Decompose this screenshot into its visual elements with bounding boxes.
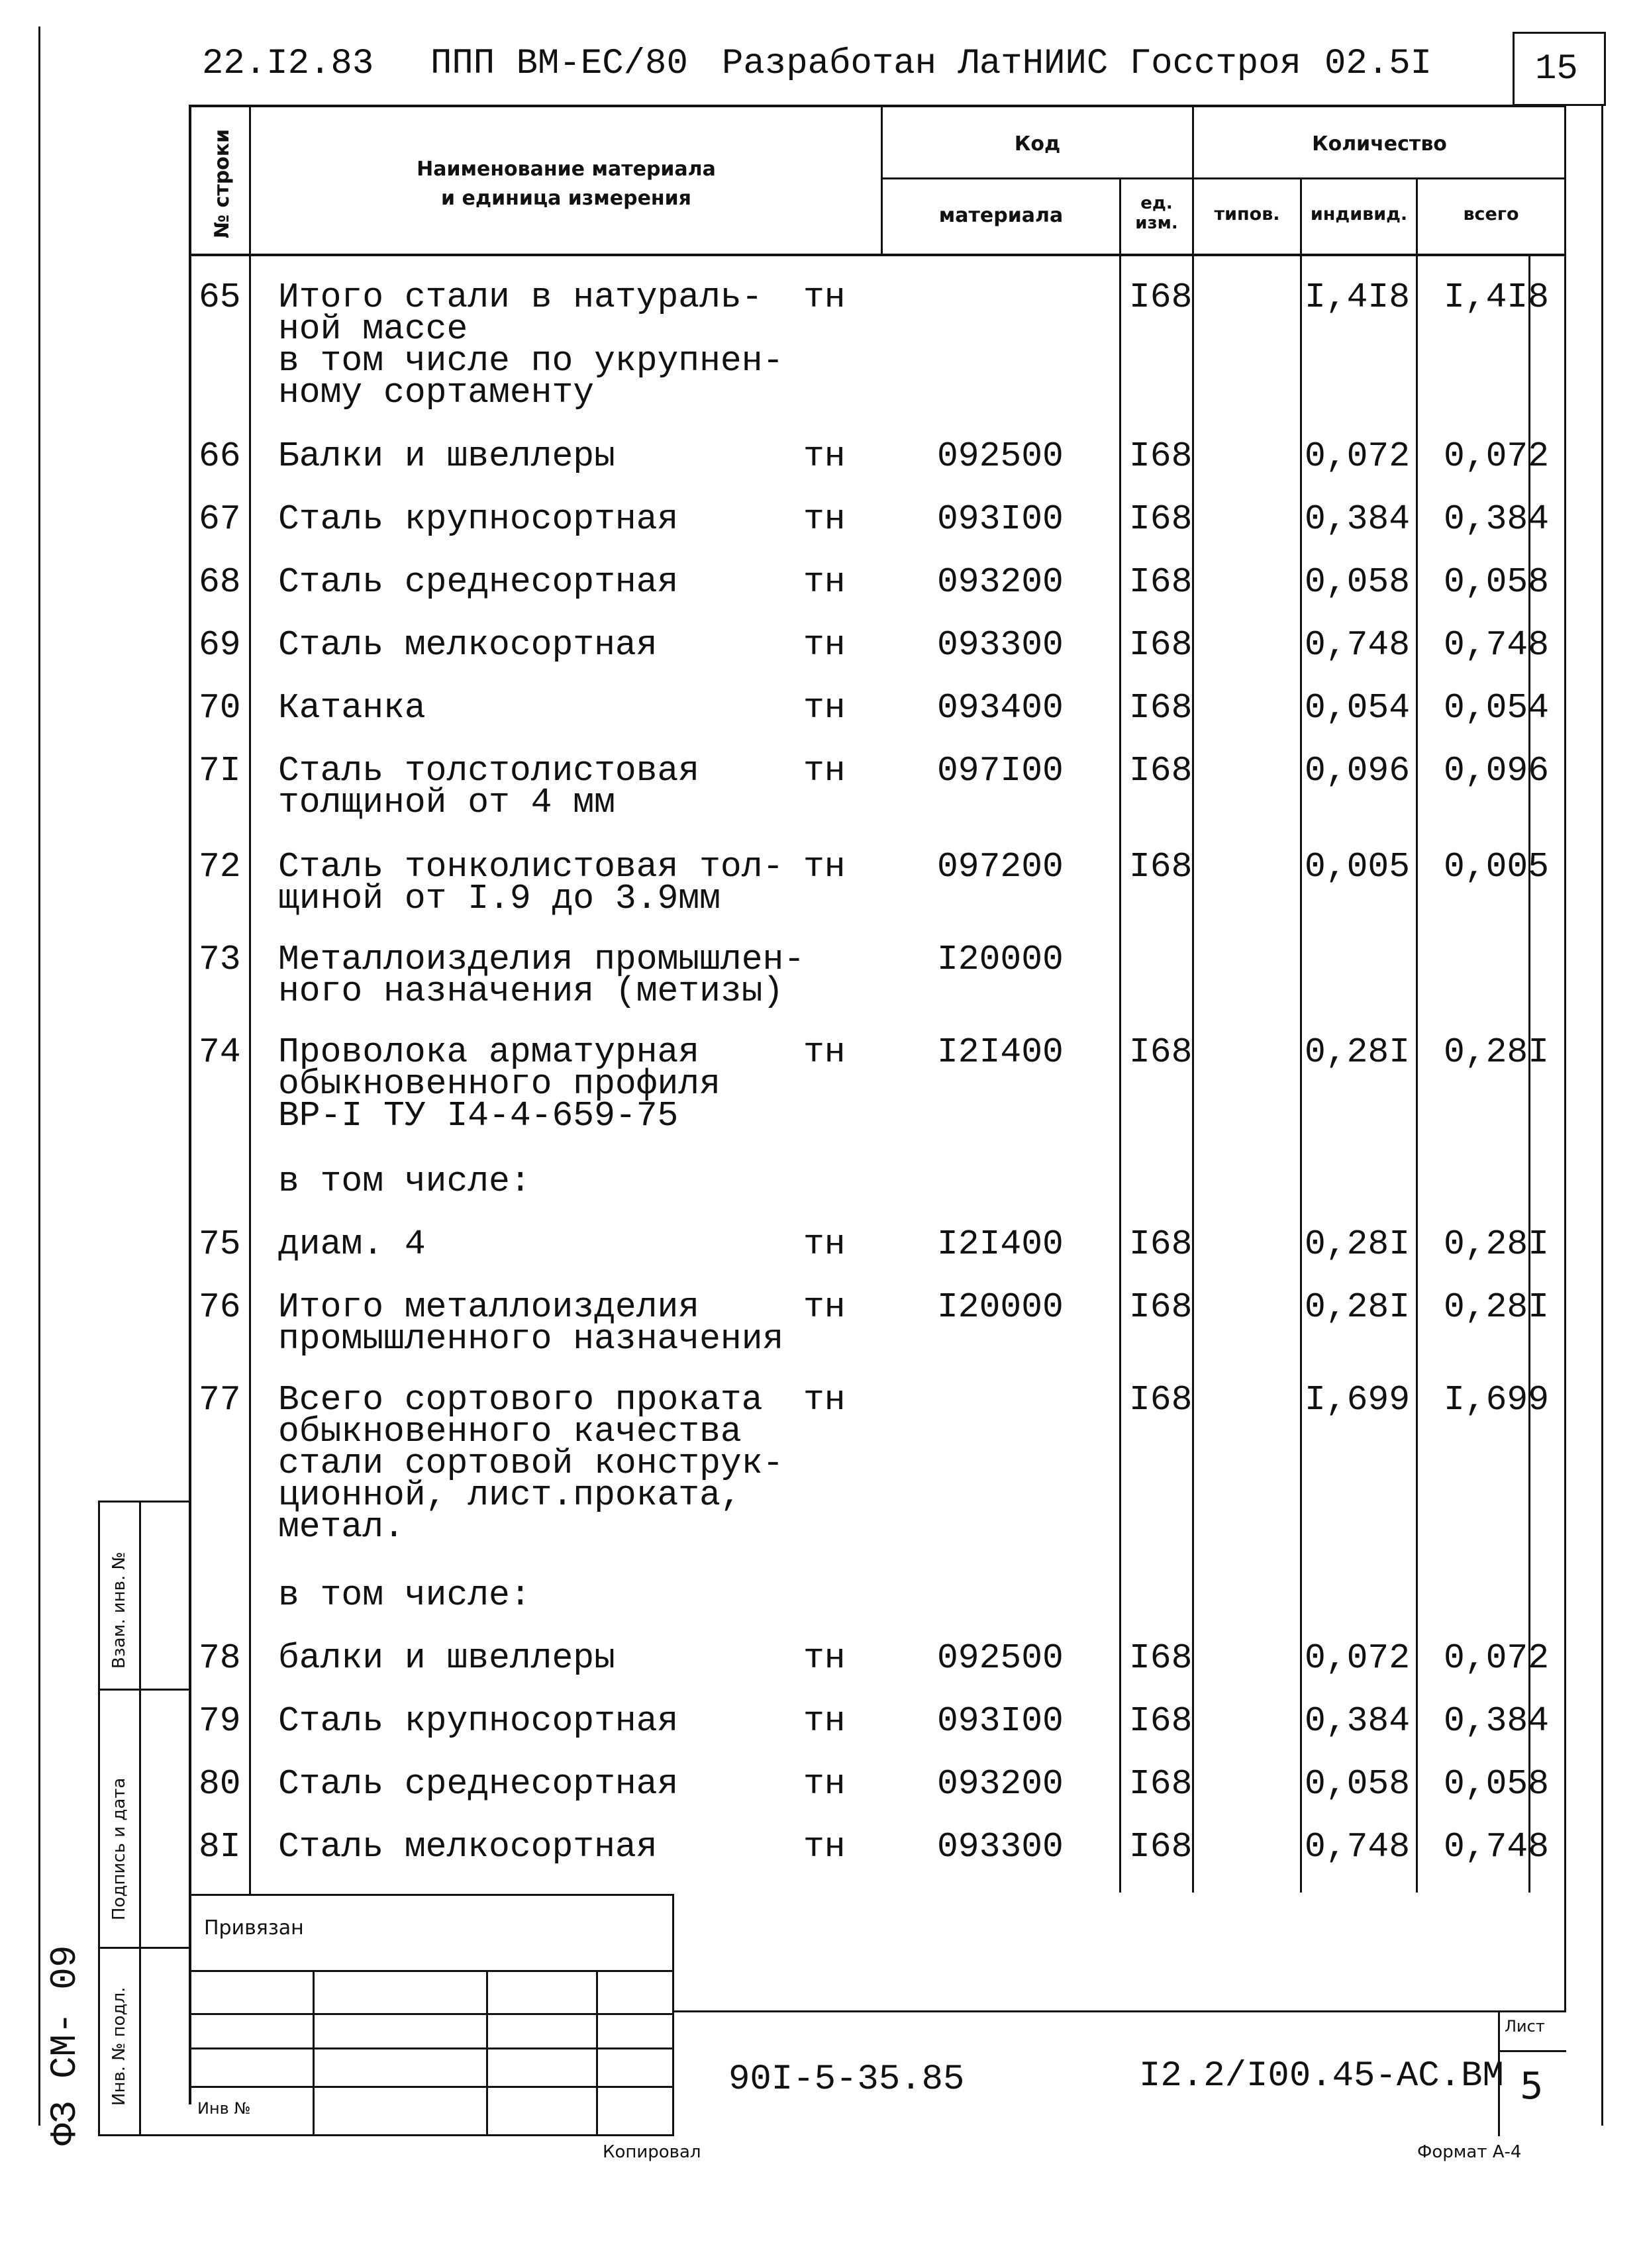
row-unit: тн [803,1380,846,1420]
side-label-vzam: Взам. инв. № [109,1552,129,1669]
date: 22.I2.83 [202,44,374,84]
row-ucode: I68 [1129,751,1193,791]
header-qty-total: всего [1463,204,1519,224]
row-n: 7I [199,751,241,791]
row-ind: 0,384 [1305,1701,1411,1741]
stamp-code: ФЗ СМ- 09 [44,1945,86,2145]
row-n: 75 [199,1224,241,1264]
row-n: 69 [199,625,241,665]
row-ucode: I68 [1129,562,1193,602]
row-name: Сталь толстолистовая толщиной от 4 мм [278,751,700,822]
row-ind: 0,054 [1305,688,1411,728]
header-qty-individual: индивид. [1310,204,1408,224]
row-ucode: I68 [1129,1827,1193,1867]
tb-doc-top [672,2010,1566,2012]
binding-line [38,26,40,2126]
row-code: 093300 [937,1827,1064,1867]
row-ind: 0,28I [1305,1287,1411,1327]
row-n: 79 [199,1701,241,1741]
col-divider-rowno [249,105,251,1894]
side-box-left [98,1501,100,2136]
row-name: Балки и швеллеры [278,436,615,476]
tb-doc-number: 90I-5-35.85 [728,2059,965,2100]
col-divider-unitcode [1119,177,1121,1893]
row-ind: 0,058 [1305,562,1411,602]
row-ucode: I68 [1129,625,1193,665]
side-box-mid [139,1501,141,2136]
row-name: Сталь крупносортная [278,499,679,539]
frame-right [1601,106,1603,2126]
row-code: I20000 [937,1287,1064,1327]
row-code: 093I00 [937,499,1064,539]
row-total: 0,748 [1444,1827,1550,1867]
side-label-inv-podl: Инв. № подл. [109,1987,129,2106]
row-code: 093200 [937,1764,1064,1804]
row-ucode: I68 [1129,1701,1193,1741]
row-total: 0,058 [1444,562,1550,602]
header-bottom-border [189,254,1566,256]
row-n: 73 [199,940,241,979]
row-name: Сталь мелкосортная [278,1827,658,1867]
side-box-top [98,1501,191,1503]
page-corner-number: 15 [1535,49,1578,89]
corner-box-top [1513,32,1605,34]
col-divider-ind [1300,177,1302,1893]
row-total: 0,096 [1444,751,1550,791]
tb-col-2 [486,1970,488,2136]
version: 02.5I [1324,44,1432,84]
row-total: 0,054 [1444,688,1550,728]
row-unit: тн [803,847,846,887]
side-divider-2 [98,1947,191,1949]
row-n: 74 [199,1032,241,1072]
row-unit: тн [803,277,846,317]
row-ucode: I68 [1129,1032,1193,1072]
header-qty-group: Количество [1312,132,1447,156]
row-ucode: I68 [1129,1764,1193,1804]
row-code: 092500 [937,1638,1064,1678]
row-n: 76 [199,1287,241,1327]
header-sub-line [881,177,1566,179]
header-code-group: Код [1014,132,1061,156]
row-name: Сталь среднесортная [278,562,679,602]
row-code: 093200 [937,562,1064,602]
row-ind: I,699 [1305,1380,1411,1420]
row-name: диам. 4 [278,1224,426,1264]
footer-format: Формат А-4 [1417,2142,1522,2162]
row-ucode: I68 [1129,1380,1193,1420]
row-name: Всего сортового проката обыкновенного качества стали сортовой конструк- ционной, лист.проката, метал. [278,1380,784,1547]
row-code: I2I400 [937,1032,1064,1072]
row-total: 0,058 [1444,1764,1550,1804]
row-name: Катанка [278,688,426,728]
row-code: I2I400 [937,1224,1064,1264]
row-name: Итого металлоизделия промышленного назначения [278,1287,784,1359]
col-divider-qty [1192,105,1194,1893]
tb-col-1 [313,1970,315,2136]
bottom-frame [98,2134,674,2136]
row-unit: тн [803,1827,846,1867]
row-ind: 0,072 [1305,1638,1411,1678]
tb-sheet-divider [1498,2050,1566,2052]
header-code-material: материала [938,204,1064,227]
row-name: Проволока арматурная обыкновенного профиля ВР-I ТУ I4-4-659-75 [278,1032,721,1136]
row-unit: тн [803,562,846,602]
row-name: Сталь мелкосортная [278,625,658,665]
row-total: 0,072 [1444,1638,1550,1678]
row-unit: тн [803,1287,846,1327]
row-name: Металлоизделия промышлен- ного назначения (метизы) [278,940,805,1011]
row-unit: тн [803,625,846,665]
table-right-border [1564,105,1566,2012]
row-ucode: I68 [1129,1638,1193,1678]
tb-col-3 [596,1970,598,2136]
col-divider-code-hdr [881,105,883,254]
header-name: Наименование материала [417,158,716,181]
tb-doc-code: I2.2/I00.45-АС.ВМ [1139,2056,1504,2096]
row-total: 0,072 [1444,436,1550,476]
row-total: 0,28I [1444,1224,1550,1264]
row-name: Сталь среднесортная [278,1764,679,1804]
row-code: 097200 [937,847,1064,887]
row-unit: тн [803,1764,846,1804]
header-row-no: № строки [211,128,234,238]
row-code: 093300 [937,625,1064,665]
row-name: Сталь тонколистовая тол- щиной от I.9 до 3.9мм [278,847,784,918]
row-unit: тн [803,1701,846,1741]
table-top-border [189,105,1566,107]
row-name: Итого стали в натураль- ной массе в том числе по укрупнен- ному сортаменту [278,277,784,413]
table-left-border [189,105,191,2104]
row-n: 72 [199,847,241,887]
row-code: 093I00 [937,1701,1064,1741]
row-total: 0,005 [1444,847,1550,887]
row-n: 66 [199,436,241,476]
row-ucode: I68 [1129,688,1193,728]
row-unit: тн [803,499,846,539]
row-n: 67 [199,499,241,539]
col-divider-total [1416,177,1418,1893]
corner-box-left [1513,32,1515,106]
row-ucode: I68 [1129,499,1193,539]
row-ind: 0,072 [1305,436,1411,476]
row-total: 0,748 [1444,625,1550,665]
row-ind: 0,28I [1305,1224,1411,1264]
row-unit: тн [803,436,846,476]
row-unit: тн [803,688,846,728]
row-n: 70 [199,688,241,728]
developer: Разработан ЛатНИИС Госстроя [722,44,1301,84]
tb-line-3 [189,2047,674,2049]
header-name-2: и единица измерения [441,187,691,210]
row-n: 80 [199,1764,241,1804]
row-unit: тн [803,751,846,791]
table-bottom-border [189,1894,672,1896]
row-unit: тн [803,1032,846,1072]
row-n: 77 [199,1380,241,1420]
row-ind: 0,28I [1305,1032,1411,1072]
side-label-podpis: Подпись и дата [109,1777,129,1920]
tb-line-2 [189,2013,674,2015]
row-ucode: I68 [1129,436,1193,476]
row-ind: 0,748 [1305,625,1411,665]
tb-sheet-label: Лист [1505,2017,1545,2036]
row-total: 0,28I [1444,1032,1550,1072]
row-code: I20000 [937,940,1064,979]
row-code: 092500 [937,436,1064,476]
footer-copied: Копировал [603,2142,701,2162]
row-name: в том числе: [278,1161,531,1201]
row-total: 0,384 [1444,499,1550,539]
row-n: 78 [199,1638,241,1678]
row-ind: 0,384 [1305,499,1411,539]
row-n: 68 [199,562,241,602]
header-qty-typical: типов. [1214,204,1280,224]
side-divider-1 [98,1689,191,1691]
row-ind: 0,096 [1305,751,1411,791]
tb-sheet-number: 5 [1520,2065,1544,2108]
row-ind: I,4I8 [1305,277,1411,317]
row-ucode: I68 [1129,277,1193,317]
project-code: ППП ВМ-ЕС/80 [430,44,688,84]
header-code-unit: ед. изм. [1135,193,1178,233]
row-code: 097I00 [937,751,1064,791]
row-ucode: I68 [1129,1224,1193,1264]
row-ucode: I68 [1129,847,1193,887]
corner-box-right [1604,32,1606,106]
tb-privyazan: Привязан [204,1916,304,1940]
row-code: 093400 [937,688,1064,728]
tb-inv-no: Инв № [197,2099,251,2118]
row-total: I,4I8 [1444,277,1550,317]
row-ind: 0,748 [1305,1827,1411,1867]
row-name: в том числе: [278,1575,531,1615]
row-total: 0,384 [1444,1701,1550,1741]
row-name: балки и швеллеры [278,1638,615,1678]
row-n: 8I [199,1827,241,1867]
row-unit: тн [803,1224,846,1264]
row-ind: 0,005 [1305,847,1411,887]
tb-line-4 [189,2086,674,2088]
row-ucode: I68 [1129,1287,1193,1327]
row-ind: 0,058 [1305,1764,1411,1804]
row-total: I,699 [1444,1380,1550,1420]
row-n: 65 [199,277,241,317]
row-name: Сталь крупносортная [278,1701,679,1741]
row-unit: тн [803,1638,846,1678]
tb-line-1 [189,1970,674,1972]
row-total: 0,28I [1444,1287,1550,1327]
